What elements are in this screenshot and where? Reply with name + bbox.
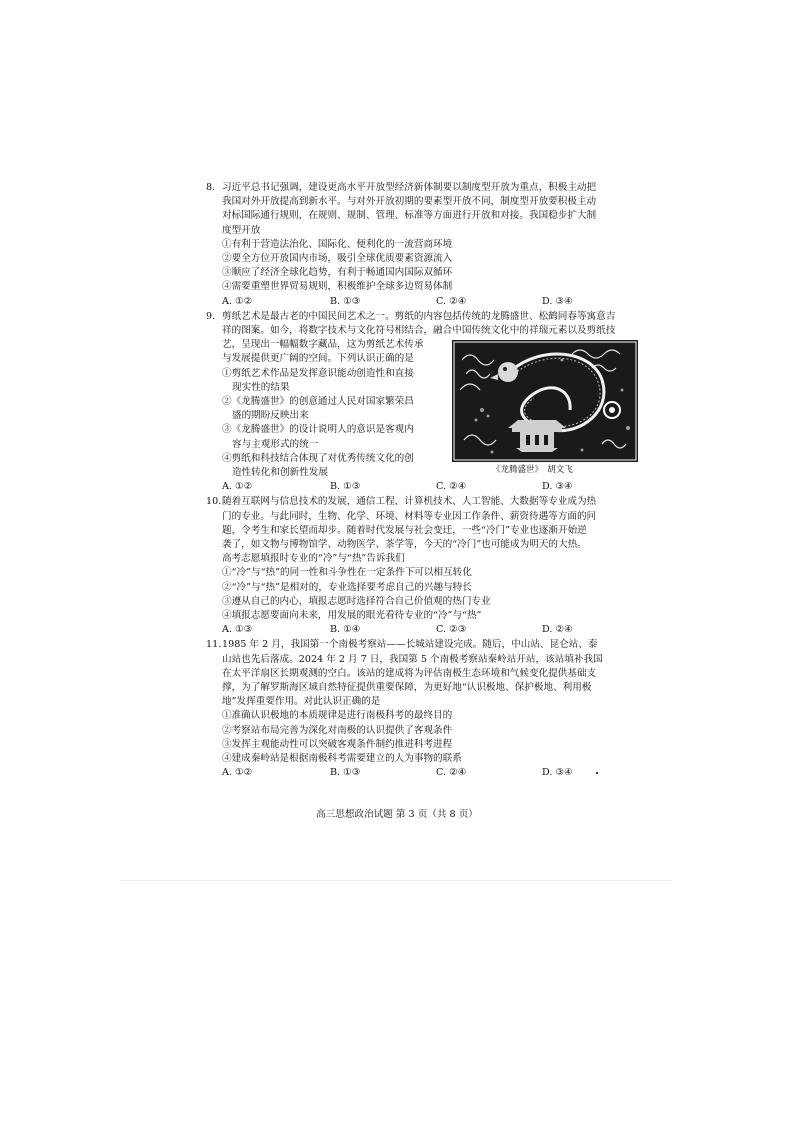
statement-option-cont: 盛的期盼反映出来 xyxy=(232,410,309,422)
choice-d: D. ③④ xyxy=(542,767,573,779)
question-number: 8. xyxy=(206,182,216,193)
question-8 xyxy=(206,181,634,309)
question-8-text: 习近平总书记强调，建设更高水平开放型经济新体制要以制度型开放为重点，积极主动把 xyxy=(222,182,597,193)
question-8-text: 我国对外开放提高到新水平。与对外开放初期的要素型开放不同，制度型开放要积极主动 xyxy=(222,196,597,208)
choice-a: A. ①② xyxy=(222,767,253,779)
question-number: 9. xyxy=(206,310,216,322)
statement-option-cont: 造性转化和创新性发展 xyxy=(232,467,328,479)
choice-d: D. ③④ xyxy=(542,295,573,307)
question-10 xyxy=(206,495,634,637)
choice-a: A. ①② xyxy=(222,295,253,307)
question-10-text: 门的专业。与此同时，生物、化学、环境、材料等专业因工作条件、薪资待遇等方面的问 xyxy=(222,510,597,522)
question-10-text: 题，令考生和家长望而却步。随着时代发展与社会变迁，一些“冷门”专业也逐渐开始逆 xyxy=(222,524,587,536)
question-11 xyxy=(206,638,634,780)
statement-option: ④建成秦岭站是根据南极科考需要建立的人为事物的联系 xyxy=(222,753,462,765)
choice-b: B. ①③ xyxy=(330,767,361,779)
choice-b: B. ①③ xyxy=(330,295,361,307)
statement-option: ②“冷”与“热”是相对的，专业选择要考虑自己的兴趣与特长 xyxy=(222,581,472,593)
statement-option-cont: 容与主观形式的统一 xyxy=(232,438,319,450)
statement-option: ①有利于营造法治化、国际化、便利化的一流营商环境 xyxy=(222,238,453,250)
choice-d: D. ②④ xyxy=(542,624,573,636)
question-10-text: 袭了，如文物与博物馆学、动物医学、茶学等，今天的“冷门”也可能成为明天的大热。 xyxy=(222,539,587,551)
choice-d: D. ③④ xyxy=(542,481,573,493)
statement-option: ③发挥主观能动性可以突破客观条件制约推进科考进程 xyxy=(222,738,453,750)
statement-option-cont: 现实性的结果 xyxy=(232,381,290,393)
page-footer: 高三思想政治试题 第 3 页（共 8 页） xyxy=(316,809,478,820)
answer-choices xyxy=(206,295,634,309)
choice-a: A. ①② xyxy=(222,481,253,493)
question-8-line xyxy=(206,181,634,195)
choice-c: C. ②④ xyxy=(436,295,467,307)
question-11-line xyxy=(206,638,634,652)
choice-b: B. ①③ xyxy=(330,481,361,493)
figure-caption: 《龙腾盛世》 胡文飞 xyxy=(492,465,573,476)
choice-a: A. ①③ xyxy=(222,624,253,636)
choice-b: B. ①④ xyxy=(330,624,361,636)
statement-option: ③遵从自己的内心，填报志愿时选择符合自己价值观的热门专业 xyxy=(222,595,491,607)
statement-option: ①剪纸艺术作品是发挥意识能动创造性和直接 xyxy=(222,367,414,379)
question-11-text: 在太平洋扇区长期观测的空白。该站的建成将为评估南极生态环境和气候变化提供基础支 xyxy=(222,667,597,679)
paper-cut-dragon-image xyxy=(452,340,638,462)
question-number: 11. xyxy=(206,639,222,651)
statement-option: ②要全方位开放国内市场，吸引全球优质要素资源流入 xyxy=(222,253,453,265)
statement-option: ④剪纸和科技结合体现了对优秀传统文化的创 xyxy=(222,452,414,464)
statement-option: ④需要重塑世界贸易规则，积极维护全球多边贸易体制 xyxy=(222,281,453,293)
question-9-text: 与发展提供更广阔的空间。下列认识正确的是 xyxy=(222,353,414,365)
statement-option: ②《龙腾盛世》的创意通过人民对国家繁荣昌 xyxy=(222,396,414,408)
statement-option: ④填报志愿要面向未来，用发展的眼光看待专业的“冷”与“热” xyxy=(222,610,482,622)
question-10-text: 随着互联网与信息技术的发展，通信工程、计算机技术、人工智能、大数据等专业成为热 xyxy=(222,496,597,508)
choice-c: C. ②④ xyxy=(436,767,467,779)
scan-speck xyxy=(596,772,598,774)
question-11-text: 撑，为了解罗斯海区域自然特征提供重要保障，为更好地“认识极地、保护极地、利用极 xyxy=(222,682,592,694)
statement-option: ①“冷”与“热”的同一性和斗争性在一定条件下可以相互转化 xyxy=(222,567,472,579)
question-9-text: 剪纸艺术是最古老的中国民间艺术之一。剪纸的内容包括传统的龙腾盛世、松鹤同春等寓意吉 xyxy=(222,310,616,322)
question-9-text: 祥的图案。如今，将数字技术与文化符号相结合，融合中国传统文化中的祥瑞元素以及剪纸技 xyxy=(222,325,616,337)
question-10-text: 高考志愿填报时专业的“冷”与“热”告诉我们 xyxy=(222,553,405,565)
answer-choices xyxy=(206,623,634,637)
answer-choices xyxy=(206,480,634,494)
statement-option: ③顺应了经济全球化趋势，有利于畅通国内国际双循环 xyxy=(222,267,453,279)
question-10-line xyxy=(206,495,634,509)
scan-edge-divider xyxy=(120,880,672,881)
question-9-body xyxy=(206,338,634,480)
question-11-text: 1985 年 2 月，我国第一个南极考察站——长城站建设完成。随后，中山站、昆仑站、泰 xyxy=(222,639,598,651)
question-11-text: 山站也先后落成。2024 年 2 月 7 日，我国第 5 个南极考察站秦岭站开站，该站填补我国 xyxy=(222,653,603,665)
choice-c: C. ②③ xyxy=(436,624,467,636)
question-11-text: 地”发挥重要作用。对此认识正确的是 xyxy=(222,696,381,708)
question-number: 10. xyxy=(206,496,222,508)
question-9-line xyxy=(206,310,634,324)
statement-option: ②考察站布局完善为深化对南极的认识提供了客观条件 xyxy=(222,724,453,736)
choice-c: C. ②④ xyxy=(436,481,467,493)
question-8-text: 度型开放 xyxy=(222,224,261,236)
question-8-text: 对标国际通行规则，在规则、规制、管理、标准等方面进行开放和对接。我国稳步扩大制 xyxy=(222,210,597,222)
question-9 xyxy=(206,310,634,495)
questions xyxy=(206,181,634,782)
question-9-side-text xyxy=(206,338,442,480)
answer-choices xyxy=(206,766,634,780)
statement-option: ①准确认识极地的本质规律是进行南极科考的最终目的 xyxy=(222,710,453,722)
question-9-text: 艺，呈现出一幅幅数字藏品，这为剪纸艺术传承 xyxy=(222,339,424,351)
statement-option: ③《龙腾盛世》的设计说明人的意识是客观内 xyxy=(222,424,414,436)
